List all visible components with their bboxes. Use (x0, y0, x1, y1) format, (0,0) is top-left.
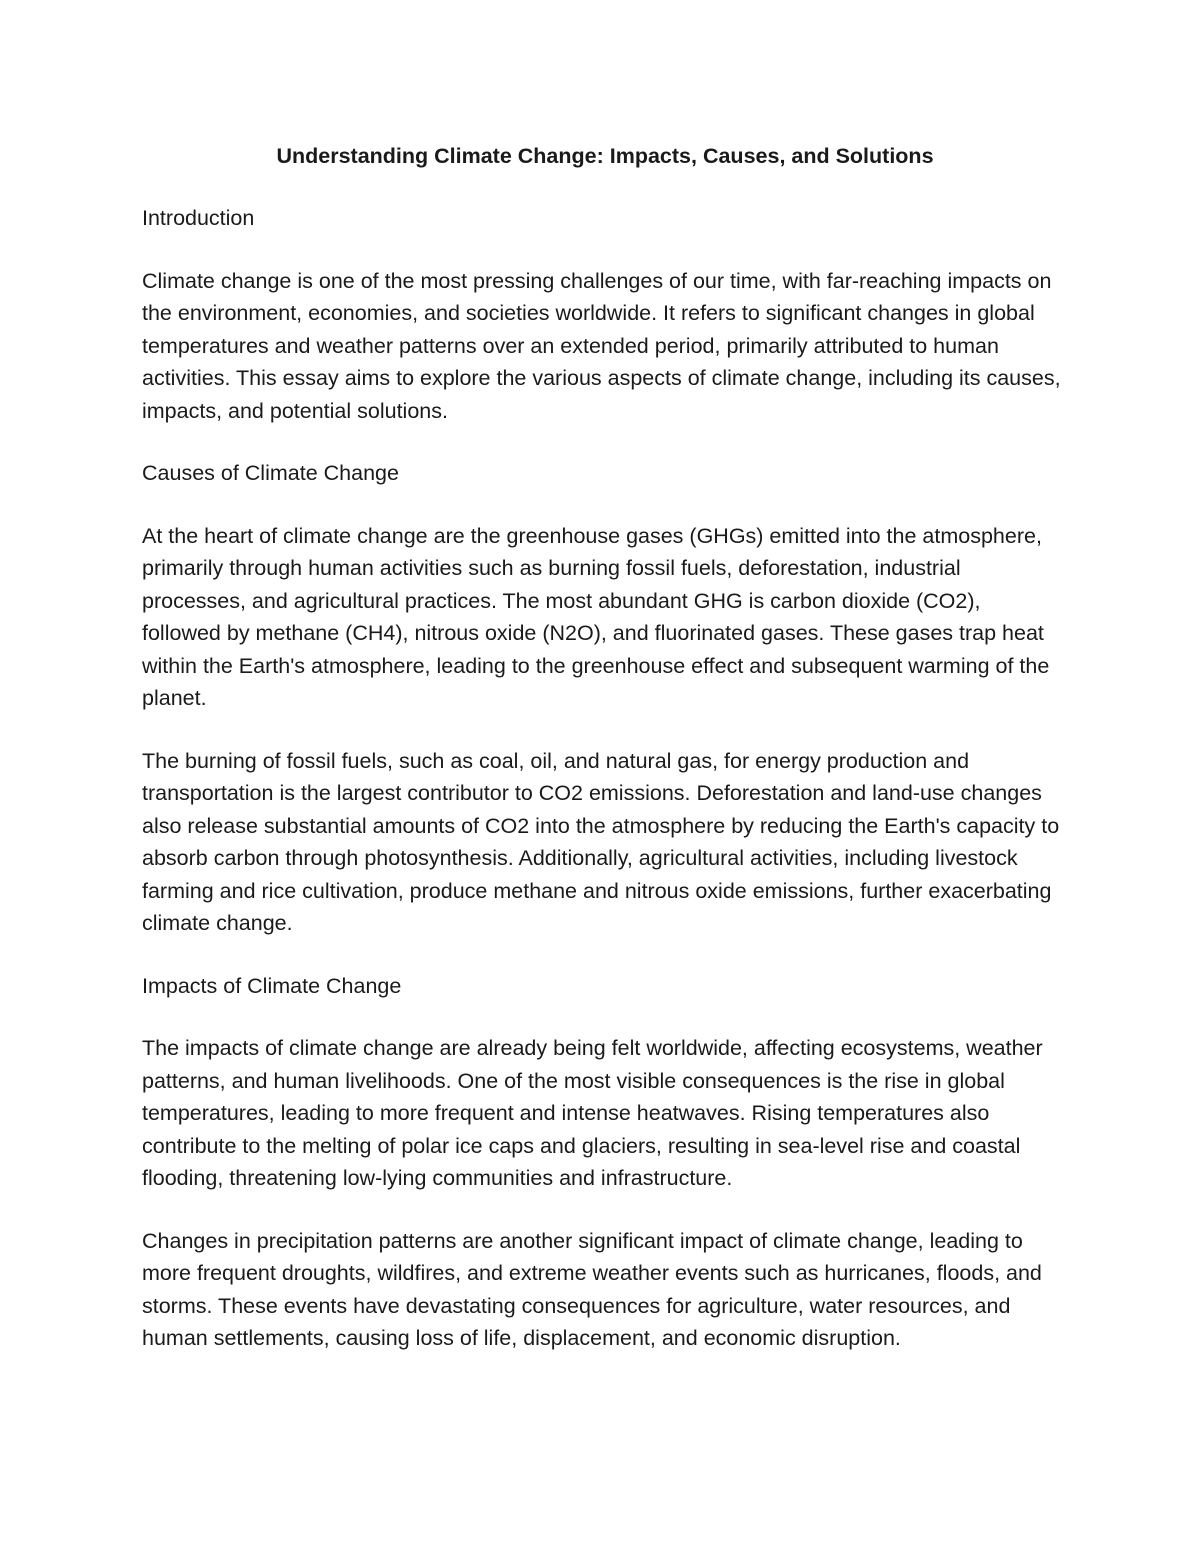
paragraph: Climate change is one of the most pressing challenges of our time, with far-reaching impacts on the environment, economies, and societies worldwide. It refers to significant changes in global temperatures and weather patterns over an extended period, primarily attributed to human activities. This essay aims to explore the various aspects of climate change, including its causes, impacts, and potential solutions. (142, 268, 1061, 423)
document-title: Understanding Climate Change: Impacts, Causes, and Solutions (276, 144, 934, 168)
section-heading-impacts: Impacts of Climate Change (142, 973, 402, 998)
paragraph: The impacts of climate change are already being felt worldwide, affecting ecosystems, weather patterns, and human livelihoods. One of the most visible consequences is the rise in global temperatures, leading to more frequent and intense heatwaves. Rising temperatures also contribute to the melting of polar ice caps and glaciers, resulting in sea-level rise and coastal flooding, threatening low-lying communities and infrastructure. (142, 1036, 1043, 1190)
section-introduction (142, 202, 1062, 427)
section-heading-introduction: Introduction (142, 206, 255, 230)
section-causes (142, 457, 1062, 940)
paragraph: The burning of fossil fuels, such as coal, oil, and natural gas, for energy production and transportation is the largest contributor to CO2 emissions. Deforestation and land-use changes also release substantial amounts of CO2 into the atmosphere by reducing the Earth's capacity to absorb carbon through photosynthesis. Additionally, agricultural activities, including livestock farming and rice cultivation, produce methane and nitrous oxide emissions, further exacerbating climate change. (142, 748, 1060, 935)
paragraph: Changes in precipitation patterns are another significant impact of climate change, leading to more frequent droughts, wildfires, and extreme weather events such as hurricanes, floods, and storms. These events have devastating consequences for agriculture, water resources, and human settlements, causing loss of life, displacement, and economic disruption. (142, 1228, 1042, 1350)
section-impacts (142, 970, 1062, 1355)
paragraph: At the heart of climate change are the greenhouse gases (GHGs) emitted into the atmosphere, primarily through human activities such as burning fossil fuels, deforestation, industrial processes, and agricultural practices. The most abundant GHG is carbon dioxide (CO2), followed by methane (CH4), nitrous oxide (N2O), and fluorinated gases. These gases trap heat within the Earth's atmosphere, leading to the greenhouse effect and subsequent warming of the planet. (142, 523, 1050, 710)
document-page (142, 140, 1062, 1385)
section-heading-causes: Causes of Climate Change (142, 461, 399, 485)
